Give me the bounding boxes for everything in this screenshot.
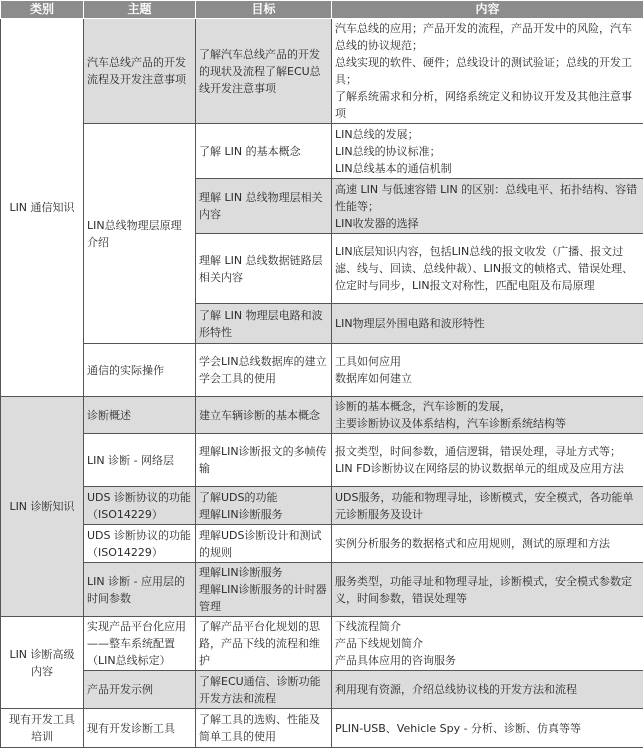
table-row [1, 397, 643, 434]
content-cell: 下线流程简介 产品下线规划简介 产品具体应用的咨询服务 [332, 617, 643, 671]
goal-cell: 理解LIN诊断服务 理解LIN诊断服务的计时器管理 [196, 563, 332, 617]
topic-cell: 现有开发诊断工具 [84, 709, 196, 748]
goal-cell: 理解LIN诊断报文的多帧传输 [196, 434, 332, 487]
table-row [1, 19, 643, 124]
category-cell: LIN 诊断知识 [1, 397, 84, 617]
content-cell: LIN底层知识内容，包括LIN总线的报文收发（广播、报文过滤、线与、回读、总线仲裁）、LIN报文的帧格式、错误处理、位定时与同步，LIN报文对称性，匹配电阻及布局原理 [332, 234, 643, 304]
table-row [1, 671, 643, 709]
content-cell: 诊断的基本概念，汽车诊断的发展， 主要诊断协议及体系结构，汽车诊断系统结构等 [332, 397, 643, 434]
category-cell: 现有开发工具培训 [1, 709, 84, 748]
goal-cell: 学会LIN总线数据库的建立 学会工具的使用 [196, 344, 332, 397]
content-cell: 报文类型，时间参数，通信逻辑，错误处理，寻址方式等； LIN FD诊断协议在网络层的协议数据单元的组成及应用方法 [332, 434, 643, 487]
goal-cell: 了解工具的选购、性能及简单工具的使用 [196, 709, 332, 748]
content-cell: 服务类型，功能寻址和物理寻址，诊断模式，安全模式参数定义，时间参数，错误处理等 [332, 563, 643, 617]
content-cell: 汽车总线的应用；产品开发的流程，产品开发中的风险，汽车总线的协议规范； 总线实现的软件、硬件；总线设计的测试验证；总线的开发工具； 了解系统需求和分析，网络系统定义和协议开发及其他注意事项 [332, 19, 643, 124]
goal-cell: 理解 LIN 总线数据链路层相关内容 [196, 234, 332, 304]
topic-cell: UDS 诊断协议的功能（ISO14229） [84, 525, 196, 563]
topic-cell: 汽车总线产品的开发流程及开发注意事项 [84, 19, 196, 124]
topic-cell: 诊断概述 [84, 397, 196, 434]
goal-cell: 理解 LIN 总线物理层相关内容 [196, 179, 332, 234]
topic-cell: LIN总线物理层原理介绍 [84, 124, 196, 344]
table-row [1, 434, 643, 487]
table-row [1, 124, 643, 179]
category-cell: LIN 通信知识 [1, 19, 84, 397]
table-row [1, 487, 643, 525]
header-category: 类别 [1, 1, 84, 19]
topic-cell: 产品开发示例 [84, 671, 196, 709]
header-row [1, 1, 643, 19]
goal-cell: 了解汽车总线产品的开发的现状及流程了解ECU总线开发注意事项 [196, 19, 332, 124]
header-goal: 目标 [196, 1, 332, 19]
table-row [1, 525, 643, 563]
table-row [1, 617, 643, 671]
content-cell: LIN物理层外围电路和波形特性 [332, 304, 643, 344]
content-cell: 高速 LIN 与低速容错 LIN 的区别：总线电平、拓扑结构、容错性能等； LIN收发器的选择 [332, 179, 643, 234]
topic-cell: 实现产品平台化应用——整车系统配置（LIN总线标定） [84, 617, 196, 671]
goal-cell: 了解 LIN 的基本概念 [196, 124, 332, 179]
goal-cell: 了解ECU通信、诊断功能开发方法和流程 [196, 671, 332, 709]
topic-cell: 通信的实际操作 [84, 344, 196, 397]
content-cell: 实例分析服务的数据格式和应用规则，测试的原理和方法 [332, 525, 643, 563]
content-cell: PLIN-USB、Vehicle Spy - 分析、诊断、仿真等等 [332, 709, 643, 748]
goal-cell: 了解 LIN 物理层电路和波形特性 [196, 304, 332, 344]
content-cell: 利用现有资源，介绍总线协议栈的开发方法和流程 [332, 671, 643, 709]
goal-cell: 建立车辆诊断的基本概念 [196, 397, 332, 434]
category-cell: LIN 诊断高级内容 [1, 617, 84, 709]
goal-cell: 了解UDS的功能 理解LIN诊断服务 [196, 487, 332, 525]
topic-cell: LIN 诊断 - 网络层 [84, 434, 196, 487]
table-row [1, 563, 643, 617]
table-row [1, 344, 643, 397]
header-topic: 主题 [84, 1, 196, 19]
header-content: 内容 [332, 1, 643, 19]
topic-cell: UDS 诊断协议的功能（ISO14229） [84, 487, 196, 525]
content-cell: UDS服务，功能和物理寻址，诊断模式，安全模式，各功能单元诊断服务及设计 [332, 487, 643, 525]
topic-cell: LIN 诊断 - 应用层的时间参数 [84, 563, 196, 617]
content-cell: LIN总线的发展； LIN总线的协议标准； LIN总线基本的通信机制 [332, 124, 643, 179]
goal-cell: 理解UDS诊断设计和测试的规则 [196, 525, 332, 563]
content-cell: 工具如何应用 数据库如何建立 [332, 344, 643, 397]
goal-cell: 了解产品平台化规划的思路，产品下线的流程和维护 [196, 617, 332, 671]
table-row [1, 709, 643, 748]
